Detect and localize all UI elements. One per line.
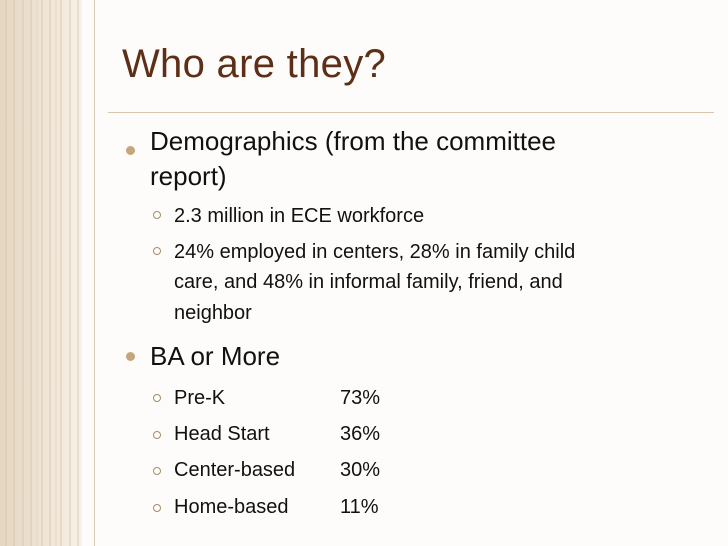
section-heading-ba: BA or More	[150, 341, 281, 371]
section-heading-demographics-cont: report)	[150, 161, 227, 191]
sub-bullet-marker	[153, 394, 161, 402]
decorative-side-strip	[0, 0, 82, 546]
sub-bullet-marker	[153, 431, 161, 439]
bullet-marker	[126, 352, 135, 361]
sub-bullet-marker	[153, 247, 161, 255]
sub-bullet-marker	[153, 504, 161, 512]
section-heading-demographics: Demographics (from the committee	[150, 126, 557, 156]
degree-value-center: 30%	[340, 459, 381, 481]
degree-label-home: Home-based	[174, 496, 289, 518]
list-item: 2.3 million in ECE workforce	[174, 205, 425, 227]
degree-value-prek: 73%	[340, 387, 381, 409]
degree-label-prek: Pre-K	[174, 387, 226, 409]
sub-bullet-marker	[153, 211, 161, 219]
list-item-cont: neighbor	[174, 302, 252, 324]
slide-title: Who are they?	[122, 42, 387, 86]
degree-value-home: 11%	[340, 496, 379, 518]
degree-label-headstart: Head Start	[174, 423, 270, 445]
vertical-divider	[94, 0, 95, 546]
degree-label-center: Center-based	[174, 459, 296, 481]
sub-bullet-marker	[153, 467, 161, 475]
list-item: 24% employed in centers, 28% in family child	[174, 241, 576, 263]
bullet-marker	[126, 146, 135, 155]
texture-lines	[0, 0, 82, 546]
list-item-cont: care, and 48% in informal family, friend, and	[174, 271, 563, 293]
degree-value-headstart: 36%	[340, 423, 381, 445]
title-underline	[108, 112, 714, 113]
